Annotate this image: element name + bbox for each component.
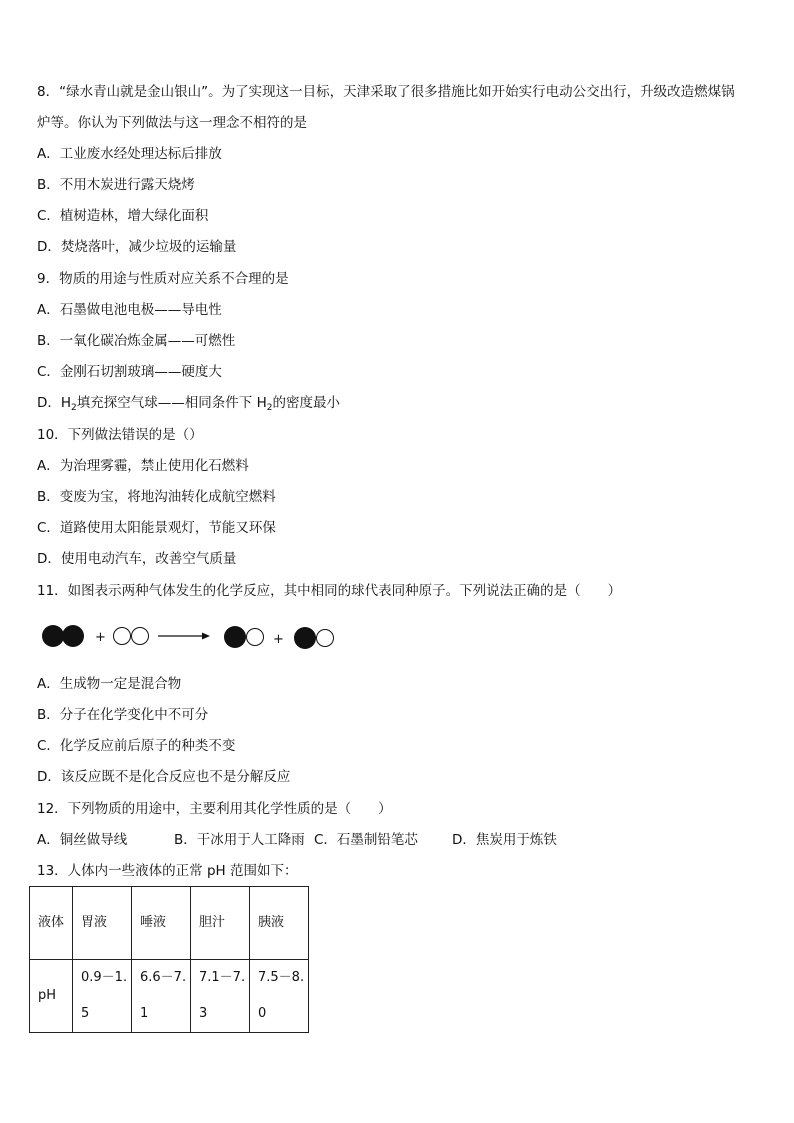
q9-option-d: D．$H_2$填充探空气球——相同条件下 $H_2$的密度最小 [37, 395, 340, 413]
ph-table-value-cell: 6.6－7.1 [132, 960, 191, 1033]
ph-table-header-cell: 胃液 [73, 887, 132, 960]
ph-table-header-cell: 液体 [30, 887, 73, 960]
q9-option-b: B．一氧化碳冶炼金属——可燃性 [37, 333, 236, 349]
q11-option-b: B．分子在化学变化中不可分 [37, 707, 209, 723]
q12-stem: 12．下列物质的用途中，主要利用其化学性质的是（ ） [37, 801, 392, 817]
q10-option-d: D．使用电动汽车，改善空气质量 [37, 551, 237, 567]
product-molecule-1 [224, 626, 264, 648]
plus-sign-2: + [273, 632, 284, 647]
reactant-black-molecule [42, 625, 84, 647]
reactant-white-molecule [114, 628, 149, 645]
q9-stem: 9．物质的用途与性质对应关系不合理的是 [37, 271, 289, 287]
q13-stem: 13．人体内一些液体的正常 pH 范围如下： [37, 863, 298, 879]
ph-table-row-label: pH [30, 960, 73, 1033]
q8-stem-line2: 炉等。你认为下列做法与这一理念不相符的是 [37, 115, 307, 131]
reaction-diagram [40, 622, 350, 654]
q10-option-a: A．为治理雾霾，禁止使用化石燃料 [37, 458, 249, 474]
q8-option-c: C．植树造林，增大绿化面积 [37, 208, 209, 224]
q11-option-d: D．该反应既不是化合反应也不是分解反应 [37, 769, 291, 785]
q11-stem: 11．如图表示两种气体发生的化学反应，其中相同的球代表同种原子。下列说法正确的是（ ） [37, 583, 622, 599]
q11-option-c: C．化学反应前后原子的种类不变 [37, 738, 236, 754]
ph-table-value-cell: 7.1－7.3 [191, 960, 250, 1033]
q8-option-b: B．不用木炭进行露天烧烤 [37, 177, 195, 193]
q10-stem: 10．下列做法错误的是（） [37, 427, 203, 443]
q8-option-d: D．焚烧落叶，减少垃圾的运输量 [37, 239, 237, 255]
ph-table-value-row [30, 960, 309, 1033]
q9-option-a: A．石墨做电池电极——导电性 [37, 302, 222, 318]
q12-option-d: D．焦炭用于炼铁 [452, 832, 557, 848]
ph-table-header-cell: 胰液 [250, 887, 309, 960]
q8-stem-line1: 8．“绿水青山就是金山银山”。为了实现这一目标，天津采取了很多措施比如开始实行电动公交出行，升级改造燃煤锅 [37, 84, 735, 100]
product-molecule-2 [294, 627, 334, 649]
q10-option-b: B．变废为宝，将地沟油转化成航空燃料 [37, 489, 276, 505]
q12-option-b: B．干冰用于人工降雨 [174, 832, 305, 848]
ph-table [29, 886, 309, 1033]
ph-table-value-cell: 0.9－1.5 [73, 960, 132, 1033]
q11-option-a: A．生成物一定是混合物 [37, 676, 182, 692]
q12-option-c: C．石墨制铅笔芯 [314, 832, 418, 848]
ph-table-header-cell: 唾液 [132, 887, 191, 960]
q8-option-a: A．工业废水经处理达标后排放 [37, 146, 222, 162]
ph-table-header-cell: 胆汁 [191, 887, 250, 960]
reaction-arrow [158, 633, 210, 640]
ph-table-header-row [30, 887, 309, 960]
q12-option-a: A．铜丝做导线 [37, 832, 128, 848]
q9-option-c: C．金刚石切割玻璃——硬度大 [37, 364, 222, 380]
q12-options-row [37, 831, 557, 849]
plus-sign-1: + [95, 630, 106, 645]
ph-table-value-cell: 7.5－8.0 [250, 960, 309, 1033]
q10-option-c: C．道路使用太阳能景观灯，节能又环保 [37, 520, 276, 536]
